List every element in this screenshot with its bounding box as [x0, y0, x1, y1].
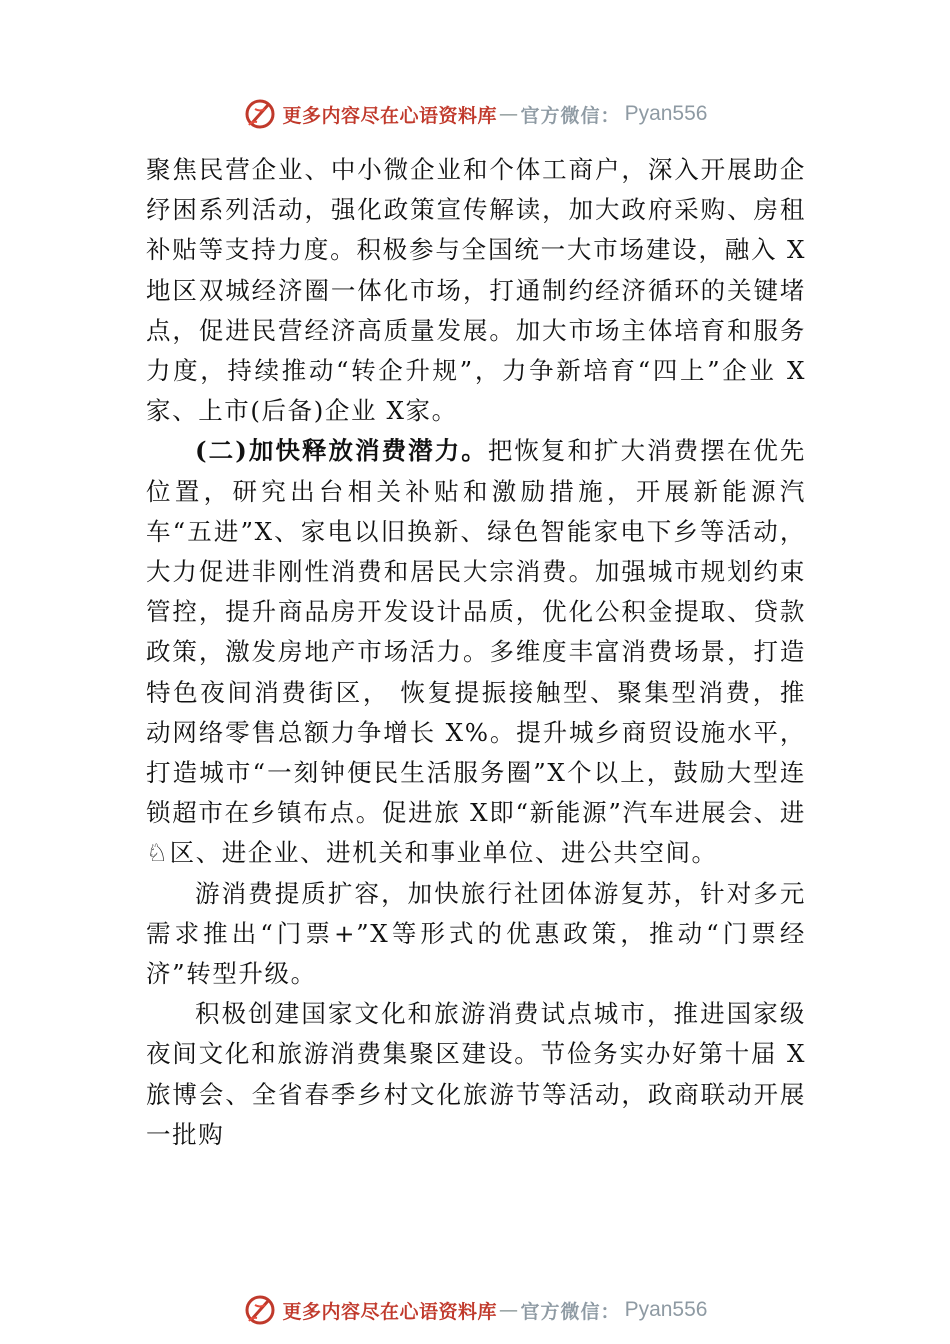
banner-dash: —	[499, 1299, 519, 1321]
paragraph-3: 游消费提质扩容，加快旅行社团体游复苏，针对多元需求推出“门票+”X等形式的优惠政策，推动“门票经济”转型升级。	[146, 878, 806, 989]
paragraph-2-body: 把恢复和扩大消费摆在优先位置，研究出台相关补贴和激励措施，开展新能源汽车“五进”X、家电以旧换新、绿色智能家电下乡等活动，大力促进非刚性消费和居民大宗消费。加强城市规划约束管控，提升商品房开发设计品质，优化公积金提取、贷款政策，激发房地产市场活力。多维度丰富消费场景，打造特色夜间消费街区， 恢复提振接触型、聚集型消费，推动网络零售总额力争增长 X%。提升城乡商贸设施水平，打造城市“一刻钟便民生活服务圈”X个以上，鼓励大型连锁超市在乡镇布点。促进旅 X即“新能源”汽车进展会、进♘区、进企业、进机关和事业单位、进公共空间。	[146, 436, 806, 868]
banner-brand-text: 更多内容尽在心语资料库	[282, 104, 498, 127]
banner-wechat-id: Pyan556	[624, 102, 708, 125]
paragraph-1: 聚焦民营企业、中小微企业和个体工商户，深入开展助企纾困系列活动，强化政策宣传解读，加大政府采购、房租补贴等支持力度。积极参与全国统一大市场建设，融入 X地区双城经济圈一体化市场，打通制约经济循环的关键堵点，促进民营经济高质量发展。加大市场主体培育和服务力度，持续推动“转企升规”，力争新培育“四上”企业 X家、上市(后备)企业 X家。	[146, 155, 806, 426]
paragraph-2	[146, 431, 806, 873]
footer-banner	[0, 1290, 950, 1330]
section-heading: (二)加快释放消费潜力。	[195, 436, 488, 466]
brand-logo-icon	[243, 97, 277, 131]
brand-logo-icon	[243, 1293, 277, 1327]
paragraph-4: 积极创建国家文化和旅游消费试点城市，推进国家级夜间文化和旅游消费集聚区建设。节俭务实办好第十届 X旅博会、全省春季乡村文化旅游节等活动，政商联动开展一批购	[146, 999, 806, 1149]
banner-wechat-label: 官方微信：	[520, 1300, 621, 1323]
banner-dash: —	[499, 103, 519, 125]
banner-brand-text: 更多内容尽在心语资料库	[282, 1300, 498, 1323]
banner-wechat-label: 官方微信：	[520, 104, 621, 127]
banner-wechat-id: Pyan556	[624, 1298, 708, 1321]
document-body	[146, 150, 806, 1155]
header-banner	[0, 94, 950, 134]
